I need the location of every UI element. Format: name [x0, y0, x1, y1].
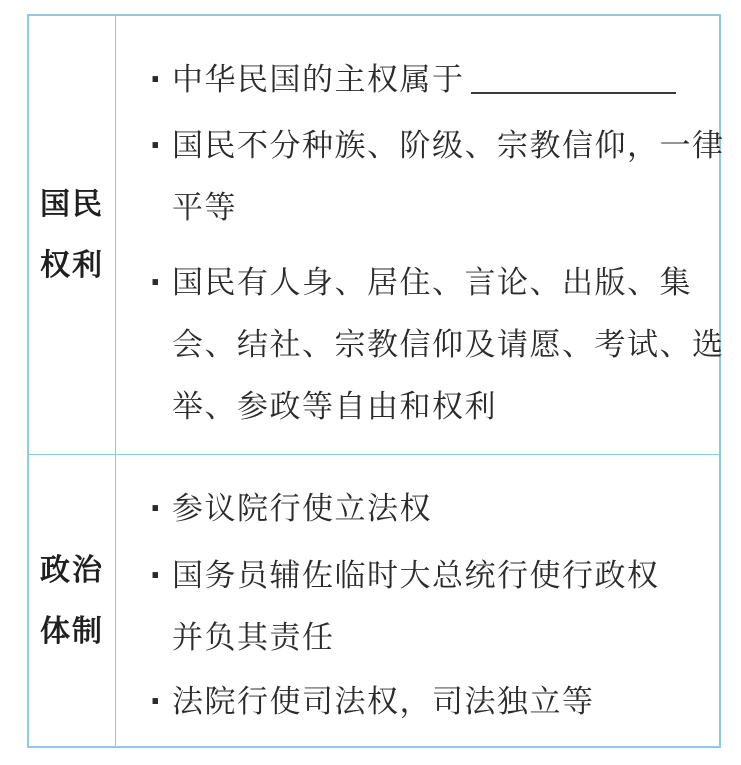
list-item — [146, 478, 706, 540]
bullet-icon: · — [149, 128, 163, 164]
list-item — [146, 252, 725, 438]
list-item-line: 会、结社、宗教信仰及请愿、考试、选 — [172, 327, 725, 363]
row-label-national-rights — [29, 16, 116, 454]
list-item-line: 国民有人身、居住、言论、出版、集 — [172, 265, 692, 301]
list-item-line: 法院行使司法权，司法独立等 — [172, 684, 595, 720]
list-item-text — [172, 49, 706, 111]
list-item — [146, 671, 706, 733]
info-table — [27, 14, 725, 748]
list-item-line: 参议院行使立法权 — [172, 491, 432, 527]
row-content-political-system — [116, 455, 719, 746]
list-item-line: 举、参政等自由和权利 — [172, 389, 497, 425]
table-row-political-system — [29, 454, 719, 746]
row-content-national-rights — [116, 16, 725, 454]
fill-in-blank — [471, 92, 676, 94]
list-item-line: 国民不分种族、阶级、宗教信仰，一律 — [172, 128, 725, 164]
list-item — [146, 545, 706, 669]
row-label-political-system — [29, 455, 116, 746]
row-label-line: 体制 — [40, 613, 104, 649]
list-item — [146, 49, 706, 111]
row-label-line: 政治 — [40, 552, 104, 588]
list-item-line: 中华民国的主权属于 — [172, 62, 465, 98]
list-item-line: 国务员辅佐临时大总统行使行政权 — [172, 558, 660, 594]
bullet-icon: · — [149, 684, 163, 720]
list-item-line: 平等 — [172, 190, 237, 226]
row-label-line: 权利 — [40, 248, 104, 283]
list-item-line: 并负其责任 — [172, 620, 335, 656]
row-label-line: 国民 — [40, 187, 104, 222]
bullet-icon: · — [149, 265, 163, 301]
bullet-icon: · — [149, 491, 163, 527]
table-row-national-rights — [29, 16, 725, 454]
bullet-icon: · — [149, 62, 163, 98]
list-item — [146, 115, 725, 239]
bullet-icon: · — [149, 558, 163, 594]
